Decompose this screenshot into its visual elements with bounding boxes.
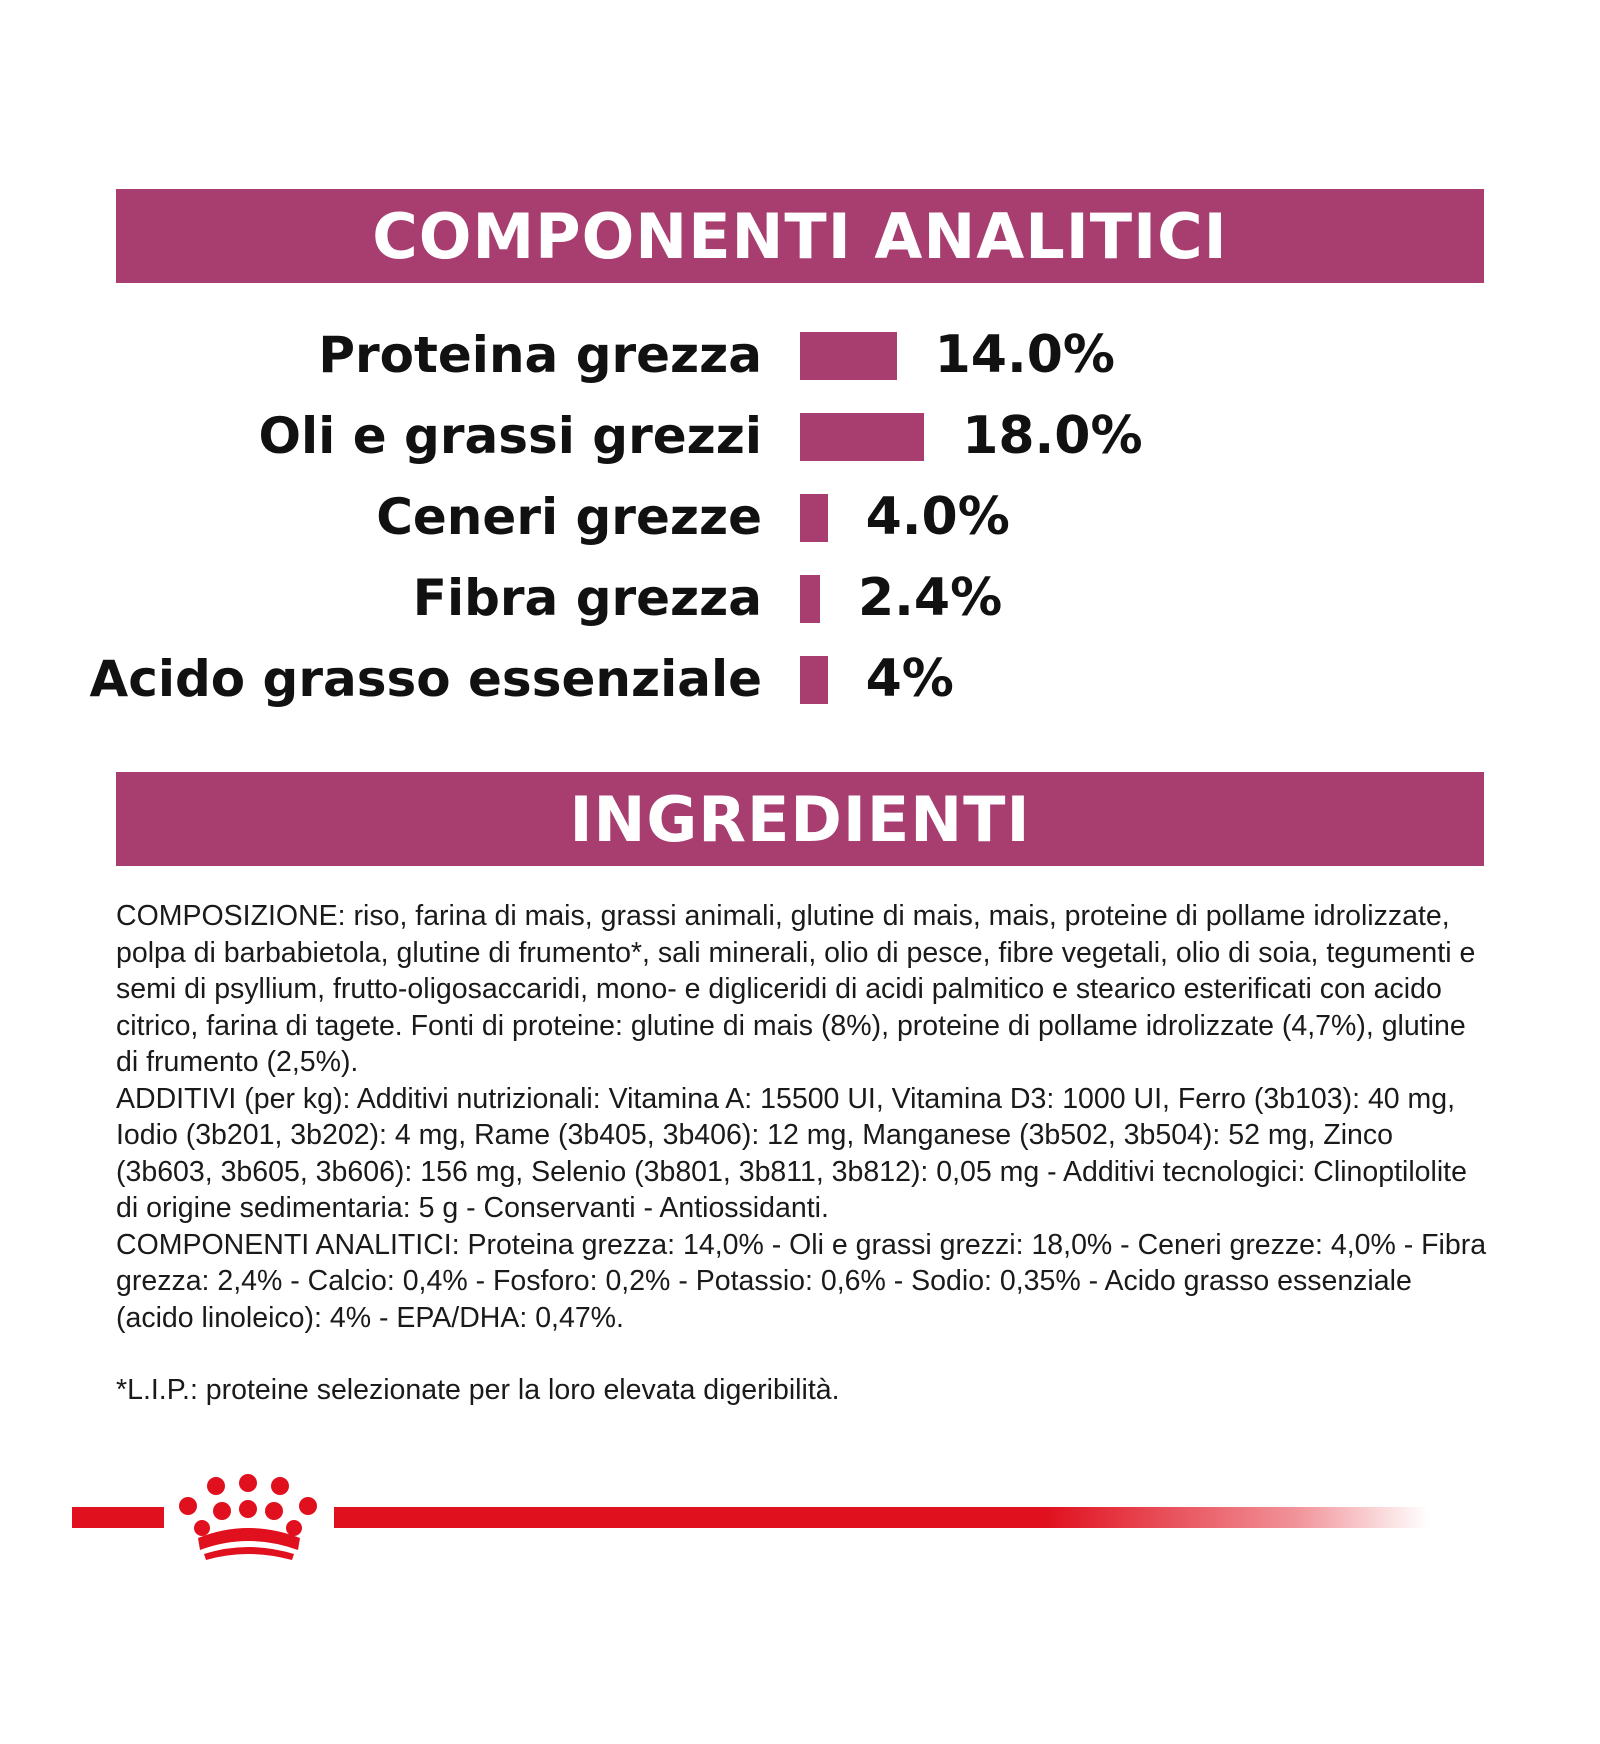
crown-icon	[172, 1474, 326, 1560]
analytic-value: 4.0%	[865, 487, 1010, 547]
analytic-row	[0, 487, 1600, 547]
analytic-row	[0, 649, 1600, 709]
analytic-components-banner	[116, 189, 1484, 283]
analytic-label: Ceneri grezze	[376, 488, 762, 546]
footnote: *L.I.P.: proteine selezionate per la loro elevata digeribilità.	[116, 1374, 840, 1406]
analytic-label: Acido grasso essenziale	[89, 650, 762, 708]
analytic-components-paragraph: COMPONENTI ANALITICI: Proteina grezza: 14,0% - Oli e grassi grezzi: 18,0% - Ceneri grezze: 4,0% - Fibra grezza: 2,4% - Calcio: 0,4% - Fosforo: 0,2% - Potassio: 0,6% - Sodio: 0,35% - Acido grasso essenziale (acido linoleico): 4% - EPA/DHA: 0,47%.	[116, 1228, 1487, 1334]
analytic-label: Fibra grezza	[412, 569, 762, 627]
analytic-bar	[800, 575, 820, 623]
analytic-row	[0, 568, 1600, 628]
composition-paragraph: COMPOSIZIONE: riso, farina di mais, grassi animali, glutine di mais, mais, proteine di pollame idrolizzate, polpa di barbabietola, glutine di frumento*, sali minerali, olio di pesce, fibre vegetali, olio di soia, tegumenti e semi di psyllium, frutto-oligosaccaridi, mono- e digliceridi di acidi palmitico e stearico esterificati con acido citrico, farina di tagete. Fonti di proteine: glutine di mais (8%), proteine di pollame idrolizzate (4,7%), glutine di frumento (2,5%).	[116, 900, 1476, 1078]
analytic-components-title: COMPONENTI ANALITICI	[372, 199, 1228, 273]
analytic-row	[0, 325, 1600, 385]
analytic-bar	[800, 332, 897, 380]
analytic-bar	[800, 656, 828, 704]
analytic-value: 18.0%	[962, 406, 1143, 466]
analytic-value: 2.4%	[858, 568, 1003, 628]
ingredients-title: INGREDIENTI	[569, 782, 1031, 856]
analytic-label: Proteina grezza	[318, 326, 762, 384]
analytic-label: Oli e grassi grezzi	[258, 407, 762, 465]
analytic-row	[0, 406, 1600, 466]
ingredients-text	[116, 898, 1490, 1336]
analytic-bar	[800, 413, 924, 461]
ingredients-banner	[116, 772, 1484, 866]
analytic-value: 14.0%	[934, 325, 1115, 385]
brand-line-left	[72, 1507, 164, 1528]
analytic-bar	[800, 494, 828, 542]
brand-line-right	[334, 1507, 1428, 1528]
additives-paragraph: ADDITIVI (per kg): Additivi nutrizionali: Vitamina A: 15500 UI, Vitamina D3: 1000 UI, Ferro (3b103): 40 mg, Iodio (3b201, 3b202): 4 mg, Rame (3b405, 3b406): 12 mg, Manganese (3b502, 3b504): 52 mg, Zinco (3b603, 3b605, 3b606): 156 mg, Selenio (3b801, 3b811, 3b812): 0,05 mg - Additivi tecnologici: Clinoptilolite di origine sedimentaria: 5 g - Conservanti - Antiossidanti.	[116, 1082, 1467, 1224]
analytic-value: 4%	[865, 649, 954, 709]
